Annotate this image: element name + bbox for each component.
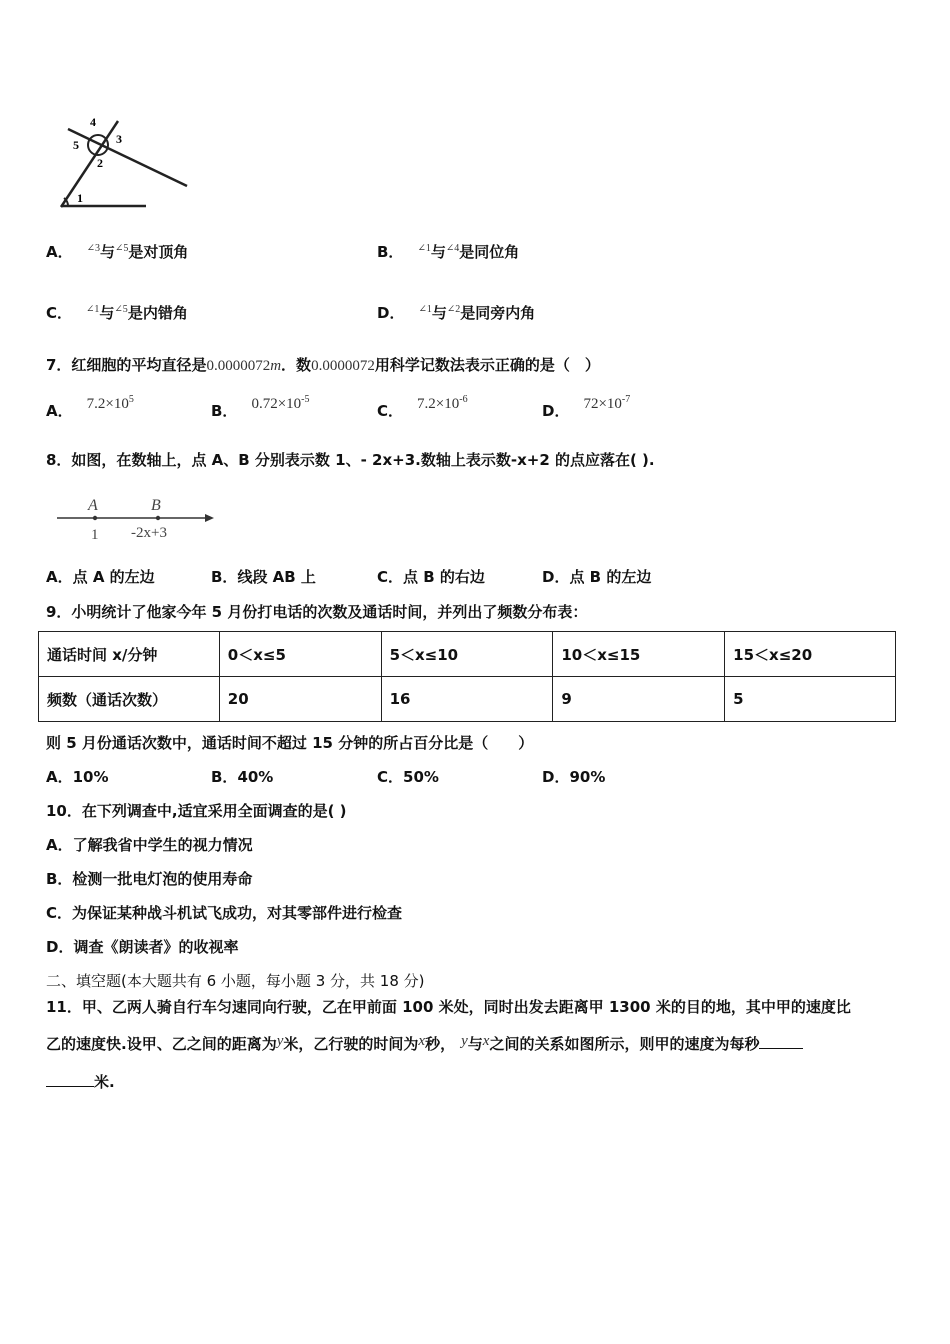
angle-symbol: ∠1 [418, 304, 432, 315]
sci-notation [583, 396, 630, 412]
sci-base: 0.72×10 [251, 396, 302, 412]
table-header-cell: 通话时间 x/分钟 [39, 632, 220, 677]
option-letter: A． [46, 402, 73, 420]
q10-stem: 10．在下列调查中,适宜采用全面调查的是( ) [46, 802, 347, 820]
label-1: 1 [77, 191, 83, 205]
q10-option-d[interactable]: D．调查《朗读者》的收视率 [46, 938, 239, 956]
sci-exponent: -5 [301, 394, 310, 405]
answer-blank[interactable] [759, 1034, 803, 1049]
q8-option-a[interactable] [46, 566, 155, 587]
sci-base: 7.2×10 [86, 396, 129, 412]
var-x: x [418, 1033, 426, 1049]
connector: 与 [100, 243, 116, 261]
label-3: 3 [116, 132, 122, 146]
angle-symbol: ∠5 [114, 304, 128, 315]
sci-notation [251, 396, 309, 412]
option-letter: B． [377, 243, 404, 261]
q6-option-d[interactable] [377, 302, 535, 323]
label-4: 4 [90, 115, 96, 129]
q7-stem [46, 354, 600, 375]
option-letter: C． [46, 304, 73, 322]
option-text: 点 B 的左边 [569, 568, 652, 586]
option-letter: A． [46, 768, 73, 786]
q11-text: 秒， [425, 1035, 456, 1053]
option-text: 是对顶角 [128, 243, 189, 261]
label-5: 5 [73, 138, 79, 152]
sci-base: 72×10 [583, 396, 622, 412]
option-text: 点 B 的右边 [403, 568, 485, 586]
q9-option-a[interactable] [46, 766, 109, 787]
var-x: x [482, 1033, 490, 1049]
q9-stem: 9．小明统计了他家今年 5 月份打电话的次数及通话时间，并列出了频数分布表： [46, 603, 588, 621]
section-title: 二、填空题(本大题共有 6 小题，每小题 3 分，共 18 分) [46, 972, 425, 990]
sci-notation [87, 396, 134, 412]
q8-option-b[interactable] [211, 566, 316, 587]
option-text: 10% [72, 768, 109, 786]
frequency-table [38, 631, 896, 722]
connector: 与 [99, 304, 115, 322]
sci-notation [417, 396, 468, 412]
slanted-line [61, 121, 118, 207]
q11-line-1: 11．甲、乙两人骑自行车匀速同向行驶，乙在甲前面 100 米处，同时出发去距离甲 1300 米的目的地，其中甲的速度比 [46, 998, 851, 1016]
table-cell: 20 [219, 677, 381, 722]
q8-option-d[interactable] [542, 566, 651, 587]
table-cell: 频数（通话次数） [39, 677, 220, 722]
var-y: y [276, 1033, 284, 1049]
option-text: 线段 AB 上 [237, 568, 316, 586]
q6-option-a[interactable] [46, 241, 188, 262]
angle-symbol: ∠3 [86, 243, 100, 254]
q7-unit: m [270, 358, 282, 374]
point-a-value: 1 [91, 527, 99, 543]
q6-option-c[interactable] [46, 302, 188, 323]
angle-symbol: ∠2 [446, 304, 461, 315]
table-cell: 16 [381, 677, 553, 722]
option-text: 是同位角 [459, 243, 520, 261]
q7-option-c[interactable] [377, 394, 468, 421]
connector: 与 [431, 304, 447, 322]
q7-value: 0.0000072 [311, 358, 375, 374]
point-a-label: A [88, 497, 98, 514]
option-letter: D． [542, 568, 570, 586]
option-letter: A． [46, 243, 73, 261]
q11-text: 与 [467, 1035, 483, 1053]
option-text: 40% [237, 768, 274, 786]
q11-text: 米. [94, 1073, 115, 1091]
point-b-dot [156, 516, 160, 520]
angle-figure [50, 108, 195, 213]
sci-exponent: -6 [459, 394, 468, 405]
option-text: 90% [569, 768, 606, 786]
q9-option-d[interactable] [542, 766, 605, 787]
angle-symbol: ∠1 [417, 243, 431, 254]
transversal-line [68, 129, 187, 186]
q8-option-c[interactable] [377, 566, 485, 587]
point-a-dot [93, 516, 97, 520]
q8-stem: 8．如图，在数轴上，点 A、B 分别表示数 1、- 2x+3.数轴上表示数-x+2 的点应落在( ). [46, 451, 655, 469]
table-row [39, 632, 896, 677]
q9-question: 则 5 月份通话次数中，通话时间不超过 15 分钟的所占百分比是（ ） [46, 734, 534, 752]
q9-option-c[interactable] [377, 766, 439, 787]
q11-text: 乙的速度快.设甲、乙之间的距离为 [46, 1035, 277, 1053]
q10-option-c[interactable]: C．为保证某种战斗机试飞成功，对其零部件进行检查 [46, 904, 403, 922]
option-letter: D． [377, 304, 405, 322]
q11-text: 之间的关系如图所示，则甲的速度为每秒 [489, 1035, 760, 1053]
table-header-cell: 0＜x≤5 [219, 632, 381, 677]
sci-exponent: 5 [128, 394, 134, 405]
q11-line-2 [46, 1033, 803, 1054]
label-2: 2 [97, 156, 103, 170]
connector: 与 [430, 243, 446, 261]
option-letter: A． [46, 568, 73, 586]
q10-option-a[interactable]: A．了解我省中学生的视力情况 [46, 836, 253, 854]
option-text: 是内错角 [127, 304, 188, 322]
q11-text: 米，乙行驶的时间为 [283, 1035, 419, 1053]
q7-text: 用科学记数法表示正确的是（ ） [374, 356, 600, 374]
option-letter: C． [377, 402, 404, 420]
option-letter: B． [211, 402, 238, 420]
q7-option-a[interactable] [46, 394, 134, 421]
option-letter: D． [542, 768, 570, 786]
q7-option-b[interactable] [211, 394, 310, 421]
option-text: 点 A 的左边 [72, 568, 155, 586]
angle-symbol: ∠5 [115, 243, 129, 254]
var-y: y [461, 1033, 468, 1049]
table-header-cell: 15＜x≤20 [725, 632, 896, 677]
answer-blank-continued[interactable] [46, 1072, 94, 1087]
q11-line-3 [46, 1071, 115, 1092]
option-text: 50% [403, 768, 439, 786]
sci-exponent: -7 [621, 394, 631, 405]
angle-symbol: ∠1 [86, 304, 100, 315]
q7-value: 0.0000072 [206, 358, 271, 374]
table-cell: 5 [725, 677, 896, 722]
angle-symbol: ∠4 [445, 243, 460, 254]
sci-base: 7.2×10 [417, 396, 460, 412]
table-cell: 9 [553, 677, 725, 722]
option-letter: B． [211, 768, 238, 786]
option-letter: D． [542, 402, 570, 420]
option-text: 是同旁内角 [460, 304, 536, 322]
option-letter: B． [211, 568, 238, 586]
q9-option-b[interactable] [211, 766, 273, 787]
q7-option-d[interactable] [542, 394, 631, 421]
option-letter: C． [377, 768, 404, 786]
table-header-cell: 5＜x≤10 [381, 632, 553, 677]
q10-option-b[interactable]: B．检测一批电灯泡的使用寿命 [46, 870, 253, 888]
table-row [39, 677, 896, 722]
point-b-label: B [151, 497, 161, 514]
point-b-value: -2x+3 [131, 525, 167, 541]
q6-option-b[interactable] [377, 241, 519, 262]
table-header-cell: 10＜x≤15 [553, 632, 725, 677]
q7-text: 7．红细胞的平均直径是 [46, 356, 207, 374]
number-line-figure [55, 494, 220, 546]
option-letter: C． [377, 568, 404, 586]
q7-text: ．数 [281, 356, 312, 374]
axis-arrow-icon [205, 514, 214, 522]
